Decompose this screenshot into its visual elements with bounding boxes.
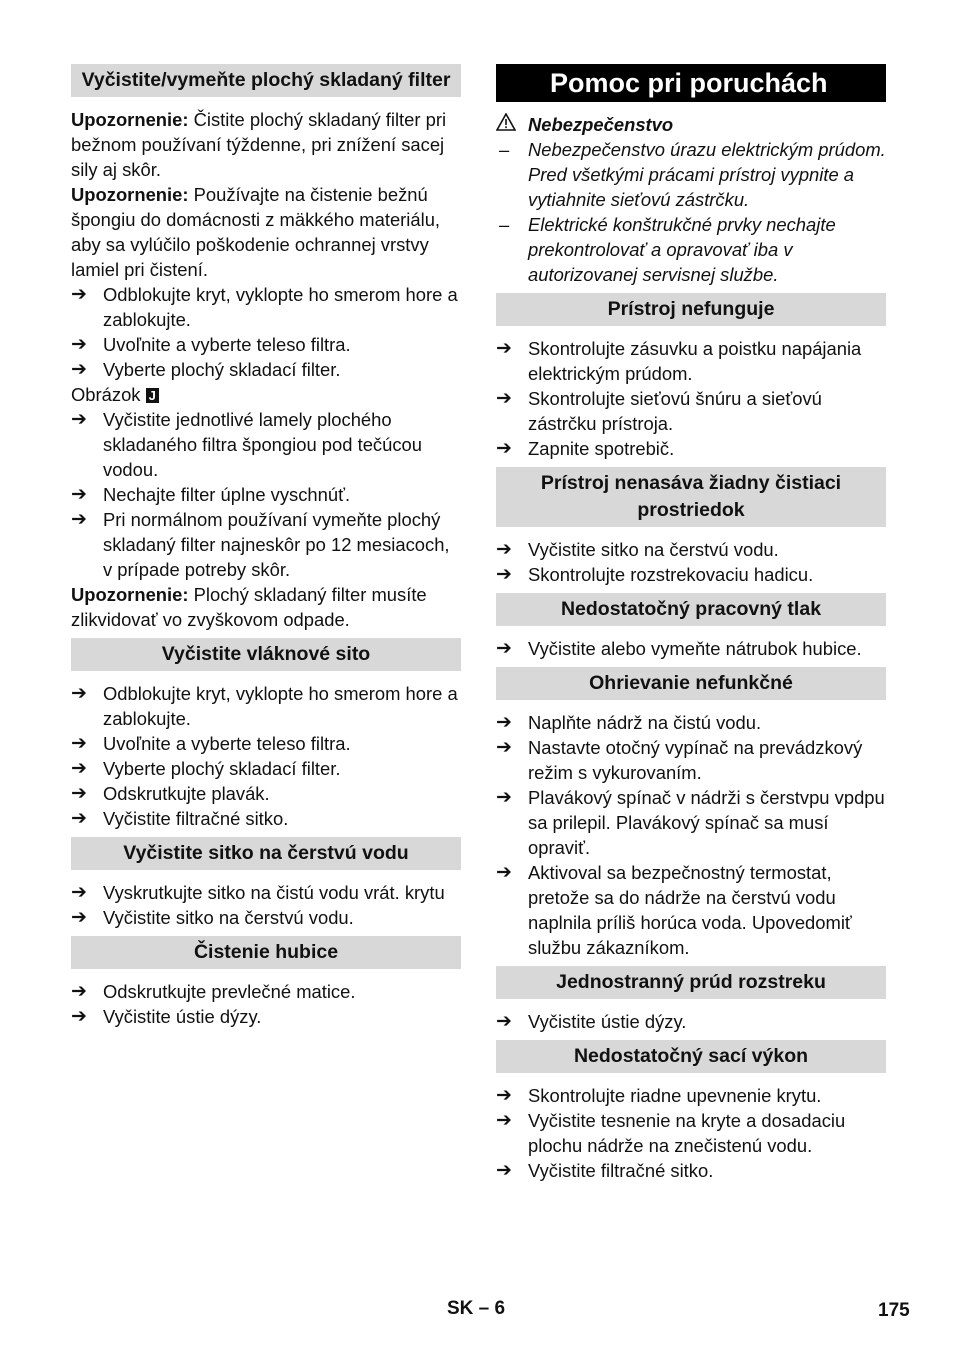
step-text: Vyčistite alebo vymeňte nátrubok hubice. [528,638,862,659]
arrow-icon: ➔ [496,712,512,733]
list-item [71,282,461,332]
section-title-heating-failure: Ohrievanie nefunkčné [496,667,886,700]
figure-label: Obrázok [71,384,141,405]
arrow-icon: ➔ [496,338,512,359]
warning-heading [496,112,886,137]
warning-text: Nebezpečenstvo úrazu elektrickým prúdom. [528,139,886,160]
step-text: Zapnite spotrebič. [528,438,675,459]
step-text: Vyberte plochý skladací filter. [103,758,341,779]
arrow-icon: ➔ [71,484,87,505]
arrow-icon: ➔ [496,438,512,459]
list-item [496,735,886,785]
step-text: Vyčistite tesnenie na kryte a dosadaciu plochu nádrže na znečistenú vodu. [528,1110,846,1156]
step-text: Odblokujte kryt, vyklopte ho smerom hore a zablokujte. [103,683,458,729]
list-item [71,756,461,781]
section-title-fiber-sieve: Vyčistite vláknové sito [71,638,461,671]
arrow-icon: ➔ [71,733,87,754]
step-text: Vyčistite ústie dýzy. [528,1011,687,1032]
section-title-nozzle-cleaning: Čistenie hubice [71,936,461,969]
list-item [71,1004,461,1029]
arrow-icon: ➔ [496,1110,512,1131]
warning-extra-text: Pred všetkými prácami prístroj vypnite a vytiahnite sieťovú zástrčku. [528,164,855,210]
list-item [496,636,886,661]
list-item [496,1158,886,1183]
note-label: Upozornenie: [71,584,189,605]
list-item [71,905,461,930]
arrow-icon: ➔ [71,907,87,928]
note-paragraph [71,582,461,632]
arrow-icon: ➔ [71,683,87,704]
page-title: Pomoc pri poruchách [496,64,886,102]
step-text: Odskrutkujte plavák. [103,783,270,804]
section-title-no-detergent: Prístroj nenasáva žiadny čistiaci prostriedok [496,467,886,527]
list-item [71,781,461,806]
arrow-icon: ➔ [71,882,87,903]
step-text: Naplňte nádrž na čistú vodu. [528,712,762,733]
step-text: Vyskrutkujte sitko na čistú vodu vrát. krytu [103,882,445,903]
arrow-icon: ➔ [71,409,87,430]
list-item [496,436,886,461]
list-item [71,731,461,756]
arrow-icon: ➔ [71,1006,87,1027]
step-text: Odskrutkujte prevlečné matice. [103,981,356,1002]
page-number: 175 [878,1300,910,1321]
arrow-icon: ➔ [496,638,512,659]
warning-item [496,212,886,287]
note-text: Plochý skladaný filter musíte zlikvidovať vo zvyškovom odpade. [71,584,427,630]
step-text: Plavákový spínač v nádrži s čerstvpu vpdpu sa prilepil. Plavákový spínač sa musí opraviť. [528,787,885,858]
arrow-icon: ➔ [71,359,87,380]
list-item [496,710,886,735]
section-title-fresh-water-sieve: Vyčistite sitko na čerstvú vodu [71,837,461,870]
arrow-icon: ➔ [71,783,87,804]
right-column [496,64,886,1183]
arrow-icon: ➔ [496,539,512,560]
list-item [496,785,886,860]
note-label: Upozornenie: [71,109,189,130]
arrow-icon: ➔ [496,1011,512,1032]
step-text: Uvoľnite a vyberte teleso filtra. [103,334,351,355]
arrow-icon: ➔ [71,981,87,1002]
list-item [496,1108,886,1158]
list-item [71,507,461,582]
step-text: Vyčistite filtračné sitko. [103,808,289,829]
step-text: Vyberte plochý skladací filter. [103,359,341,380]
step-text: Vyčistite sitko na čerstvú vodu. [528,539,779,560]
note-paragraph [71,107,461,182]
arrow-icon: ➔ [496,388,512,409]
step-text: Vyčistite jednotlivé lamely plochého skladaného filtra špongiou pod tečúcou vodou. [103,409,422,480]
footer-language-code: SK – 6 [447,1298,506,1319]
list-item [71,979,461,1004]
note-label: Upozornenie: [71,184,189,205]
warning-item [496,137,886,162]
warning-text: Elektrické konštrukčné prvky nechajte prekontrolovať a opravovať iba v autorizovanej servisnej službe. [528,214,836,285]
arrow-icon: ➔ [71,808,87,829]
arrow-icon: ➔ [496,862,512,883]
step-text: Skontrolujte riadne upevnenie krytu. [528,1085,822,1106]
note-paragraph [71,182,461,282]
step-text: Nastavte otočný vypínač na prevádzkový režim s vykurovaním. [528,737,863,783]
list-item [496,336,886,386]
section-title-low-pressure: Nedostatočný pracovný tlak [496,593,886,626]
step-text: Skontrolujte rozstrekovaciu hadicu. [528,564,814,585]
warning-triangle-icon [496,112,528,137]
list-item [496,386,886,436]
step-text: Odblokujte kryt, vyklopte ho smerom hore a zablokujte. [103,284,458,330]
arrow-icon: ➔ [71,334,87,355]
arrow-icon: ➔ [71,509,87,530]
step-text: Vyčistite filtračné sitko. [528,1160,714,1181]
arrow-icon: ➔ [496,737,512,758]
list-item [71,880,461,905]
step-text: Skontrolujte zásuvku a poistku napájania elektrickým prúdom. [528,338,862,384]
arrow-icon: ➔ [71,284,87,305]
step-text: Aktivoval sa bezpečnostný termostat, pretože sa do nádrže na čerstvú vodu naplnila príliš horúca voda. Upovedomiť službu zákazníkom. [528,862,852,958]
arrow-icon: ➔ [496,787,512,808]
list-item [71,407,461,482]
arrow-icon: ➔ [496,1085,512,1106]
list-item [71,681,461,731]
left-column [71,64,461,1029]
step-text: Vyčistite ústie dýzy. [103,1006,262,1027]
figure-marker: J [146,388,159,403]
warning-title: Nebezpečenstvo [528,114,674,135]
dash-bullet: – [499,139,510,160]
section-title-device-not-working: Prístroj nefunguje [496,293,886,326]
step-text: Uvoľnite a vyberte teleso filtra. [103,733,351,754]
arrow-icon: ➔ [496,564,512,585]
list-item [496,1083,886,1108]
note-text: Používajte na čistenie bežnú špongiu do domácnosti z mäkkého materiálu, aby sa vylúčilo poškodenie ochrannej vrstvy lamiel pri čistení. [71,184,441,280]
list-item [71,806,461,831]
list-item [496,1009,886,1034]
section-title-low-suction: Nedostatočný sací výkon [496,1040,886,1073]
section-title-flat-filter: Vyčistite/vymeňte plochý skladaný filter [71,64,461,97]
dash-bullet: – [499,214,510,235]
list-item [496,537,886,562]
step-text: Skontrolujte sieťovú šnúru a sieťovú zástrčku prístroja. [528,388,822,434]
list-item [71,332,461,357]
list-item [496,562,886,587]
step-text: Vyčistite sitko na čerstvú vodu. [103,907,354,928]
step-text: Pri normálnom používaní vymeňte plochý skladaný filter najneskôr po 12 mesiacoch, v prípade potreby skôr. [103,509,450,580]
arrow-icon: ➔ [71,758,87,779]
step-text: Nechajte filter úplne vyschnúť. [103,484,351,505]
section-title-one-sided-spray: Jednostranný prúd rozstreku [496,966,886,999]
list-item [71,482,461,507]
list-item [496,860,886,960]
note-text: Čistite plochý skladaný filter pri bežnom používaní týždenne, pri znížení sacej sily aj skôr. [71,109,447,180]
arrow-icon: ➔ [496,1160,512,1181]
figure-reference [71,382,461,407]
list-item [71,357,461,382]
